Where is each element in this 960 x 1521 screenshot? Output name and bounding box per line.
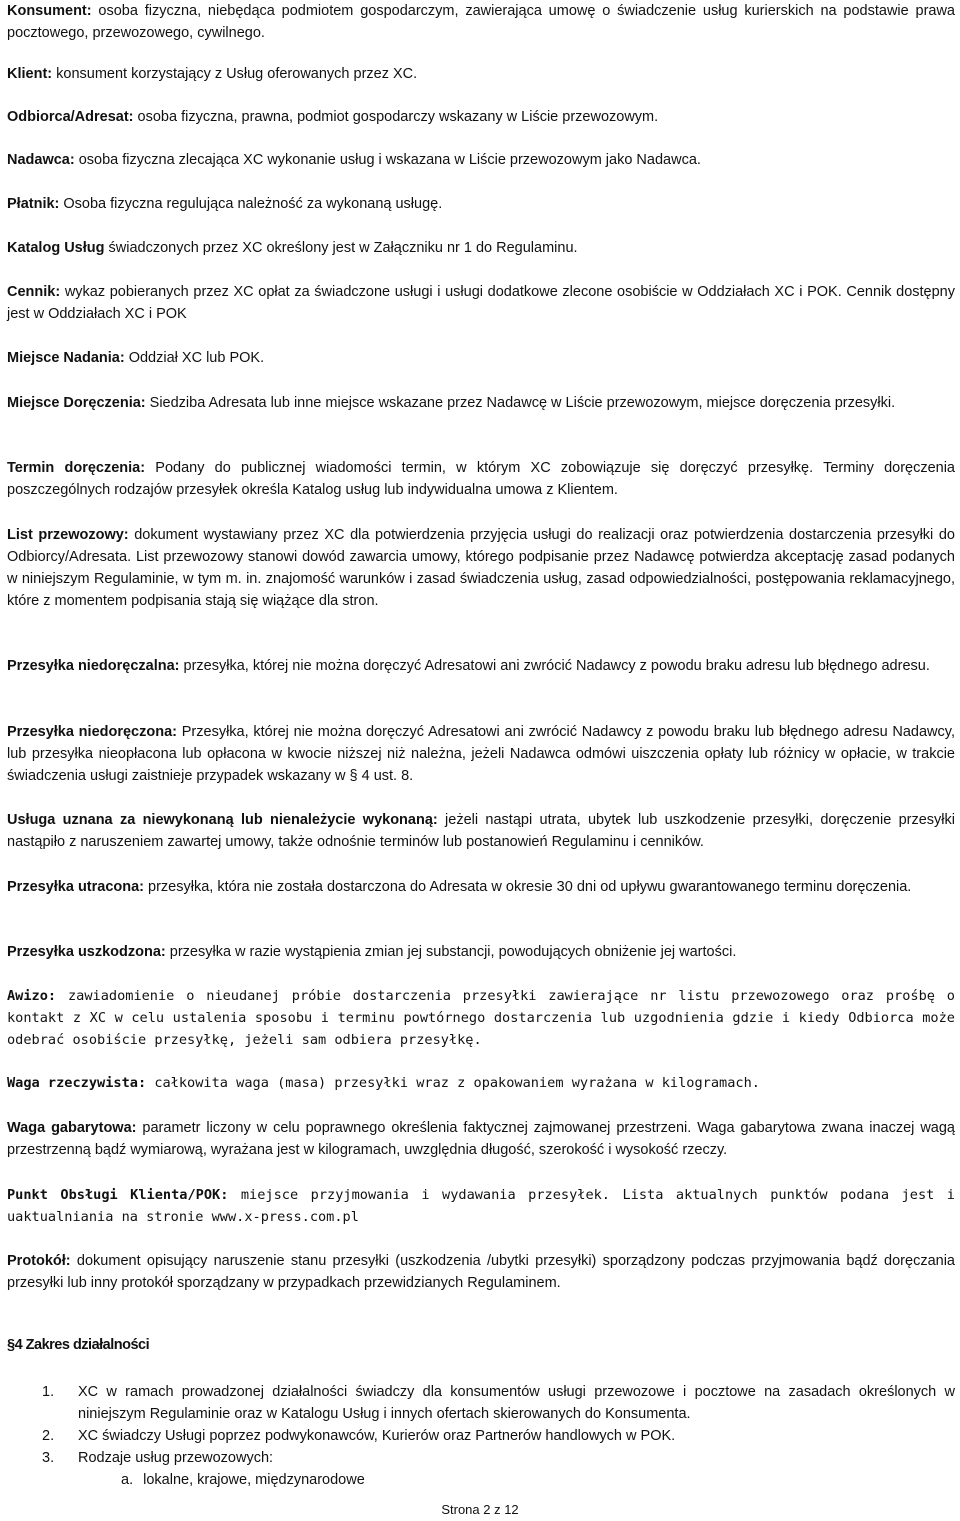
sub-list-letter: a. — [121, 1472, 134, 1488]
definition-text: osoba fizyczna, niebędąca podmiotem gospodarczym, zawierająca umowę o świadczenie usług kurierskich na podstawie prawa pocztowego, przewozowego, cywilnego. — [7, 3, 955, 41]
list-number: 1. — [42, 1384, 55, 1400]
definition-text: dokument wystawiany przez XC dla potwierdzenia przyjęcia usługi do realizacji oraz potwierdzenia dostarczenia przesyłki do Odbiorcy/Adresata. List przewozowy stanowi dowód zawarcia umowy, którego podpisanie przez Nadawcę potwierdza akceptację zasad podanych w niniejszym Regulaminie, w tym m. in. znajomość warunków i zasad świadczenia usług, zasad odpowiedzialności, postępowania reklamacyjnego, które z momentem podpisania stają się wiążące dla stron. — [7, 527, 956, 609]
list-item-text: XC świadczy Usługi poprzez podwykonawców, Kurierów oraz Partnerów handlowych w POK. — [78, 1428, 676, 1444]
term: Miejsce Nadania: — [7, 350, 125, 366]
definition-text: parametr liczony w celu poprawnego określenia faktycznej zajmowanej przestrzeni. Waga gabarytowa zwana inaczej wagą przestrzenną bądź wymiarową, wyrażana jest w kilogramach, uwzględnia długość, szerokość i wysokość rzeczy. — [7, 1120, 955, 1158]
term: Przesyłka uszkodzona: — [7, 944, 166, 960]
term: Konsument: — [7, 3, 92, 19]
term: Przesyłka niedoręczalna: — [7, 658, 180, 674]
term: Przesyłka niedoręczona: — [7, 724, 177, 740]
definition-text: Siedziba Adresata lub inne miejsce wskazane przez Nadawcę w Liście przewozowym, miejsce doręczenia przesyłki. — [145, 395, 896, 411]
definition-przesylka-niedoreczona — [7, 721, 955, 787]
definition-text: przesyłka w razie wystąpienia zmian jej substancji, powodujących obniżenie jej wartości. — [165, 944, 737, 960]
definition-text: Osoba fizyczna regulująca należność za wykonaną usługę. — [59, 196, 443, 212]
definition-text: dokument opisujący naruszenie stanu przesyłki (uszkodzenia /ubytki przesyłki) sporządzony podczas przyjmowania bądź doręczania przesyłki lub inny protokół sporządzany w przypadkach przewidzianych Regulaminem. — [7, 1253, 955, 1291]
definition-text: konsument korzystający z Usług oferowanych przez XC. — [52, 66, 418, 82]
term: Waga gabarytowa: — [7, 1120, 137, 1136]
section-heading: §4 Zakres działalności — [7, 1337, 150, 1353]
term: Protokół: — [7, 1253, 71, 1269]
term: Usługa uznana za niewykonaną lub nienależycie wykonaną: — [7, 812, 438, 828]
definition-text: osoba fizyczna zlecająca XC wykonanie usług i wskazana w Liście przewozowym jako Nadawca. — [74, 152, 701, 168]
definition-text: wykaz pobieranych przez XC opłat za świadczone usługi i usługi dodatkowe zlecone osobiście w Oddziałach XC i POK. Cennik dostępny jest w Oddziałach XC i POK — [7, 284, 955, 322]
definition-miejsce-doreczenia — [7, 392, 955, 414]
definition-odbiorca — [7, 106, 955, 128]
definition-cennik — [7, 281, 955, 325]
term: Płatnik: — [7, 196, 60, 212]
list-number: 3. — [42, 1450, 55, 1466]
list-item-text: Rodzaje usług przewozowych: — [78, 1450, 274, 1466]
definition-text: świadczonych przez XC określony jest w Załączniku nr 1 do Regulaminu. — [104, 240, 578, 256]
definition-text: miejsce przyjmowania i wydawania przesyłek. Lista aktualnych punktów podana jest i uaktualniania na stronie www.x-press.com.pl — [7, 1187, 955, 1225]
definition-protokol — [7, 1250, 955, 1294]
definition-przesylka-utracona — [7, 876, 955, 898]
term: Awizo: — [7, 988, 57, 1004]
page-footer: Strona 2 z 12 — [441, 1502, 519, 1517]
term: Waga rzeczywista: — [7, 1075, 147, 1091]
definition-termin-doreczenia — [7, 457, 955, 501]
list-item-text: XC w ramach prowadzonej działalności świadczy dla konsumentów usługi przewozowe i pocztowe na zasadach określonych w niniejszym Regulaminie oraz w Katalogu Usług i innych ofertach skierowanych do Konsumenta. — [78, 1384, 955, 1422]
definition-text: całkowita waga (masa) przesyłki wraz z opakowaniem wyrażana w kilogramach. — [146, 1075, 760, 1091]
definition-waga-gabarytowa — [7, 1117, 955, 1161]
definition-miejsce-nadania — [7, 347, 955, 369]
definition-usluga-niewykonana — [7, 809, 955, 853]
definition-przesylka-uszkodzona — [7, 941, 955, 963]
term: Miejsce Doręczenia: — [7, 395, 146, 411]
definition-przesylka-niedoreczalna — [7, 655, 955, 677]
term: Klient: — [7, 66, 53, 82]
sub-list-text: lokalne, krajowe, międzynarodowe — [143, 1472, 365, 1488]
definition-text: Podany do publicznej wiadomości termin, w którym XC zobowiązuje się doręczyć przesyłkę. Terminy doręczenia poszczególnych rodzajów przesyłek określa Katalog usług lub indywidualna umowa z Klientem. — [7, 460, 955, 498]
definition-text: przesyłka, której nie można doręczyć Adresatowi ani zwrócić Nadawcy z powodu braku adresu lub błędnego adresu. — [179, 658, 930, 674]
definition-text: Przesyłka, której nie można doręczyć Adresatowi ani zwrócić Nadawcy z powodu braku lub błędnego adresu Nadawcy, lub przesyłka nieopłacona lub opłacona w kwocie niższej niż należna, jeżeli Nadawca odmówi uiszczenia opłaty lub różnicy w opłacie, w trakcie świadczenia usługi zaistnieje przypadek wskazany w § 4 ust. 8. — [7, 724, 955, 784]
term: Przesyłka utracona: — [7, 879, 145, 895]
definition-klient — [7, 63, 955, 85]
definition-text: przesyłka, która nie została dostarczona do Adresata w okresie 30 dni od upływu gwarantowanego terminu doręczenia. — [144, 879, 912, 895]
definition-text: Oddział XC lub POK. — [124, 350, 265, 366]
sub-list-item — [121, 1469, 365, 1491]
definition-katalog-uslug — [7, 237, 955, 259]
definition-list-przewozowy — [7, 524, 955, 612]
term: Odbiorca/Adresat: — [7, 109, 134, 125]
definition-text: jeżeli nastąpi utrata, ubytek lub uszkodzenie przesyłki, doręczenie przesyłki nastąpiło z naruszeniem zawartej umowy, także odnośnie terminów lub postanowień Regulaminu i cenników. — [7, 812, 956, 850]
definition-awizo — [7, 985, 955, 1051]
definition-waga-rzeczywista — [7, 1072, 955, 1094]
definition-text: osoba fizyczna, prawna, podmiot gospodarczy wskazany w Liście przewozowym. — [133, 109, 659, 125]
term: Katalog Usług — [7, 240, 105, 256]
definition-text: zawiadomienie o nieudanej próbie dostarczenia przesyłki zawierające nr listu przewozowego oraz prośbę o kontakt z XC w celu ustalenia sposobu i terminu powtórnego dostarczenia lub uzgodnienia gdzie i kiedy Odbiorca może odebrać osobiście przesyłkę, jeżeli sam odbiera przesyłkę. — [7, 988, 955, 1048]
definition-platnik — [7, 193, 955, 215]
definition-konsument — [7, 0, 955, 44]
term: List przewozowy: — [7, 527, 129, 543]
term: Cennik: — [7, 284, 61, 300]
definition-nadawca — [7, 149, 955, 171]
list-number: 2. — [42, 1428, 55, 1444]
term: Nadawca: — [7, 152, 75, 168]
term: Punkt Obsługi Klienta/POK: — [7, 1187, 229, 1203]
term: Termin doręczenia: — [7, 460, 146, 476]
definition-pok — [7, 1184, 955, 1228]
